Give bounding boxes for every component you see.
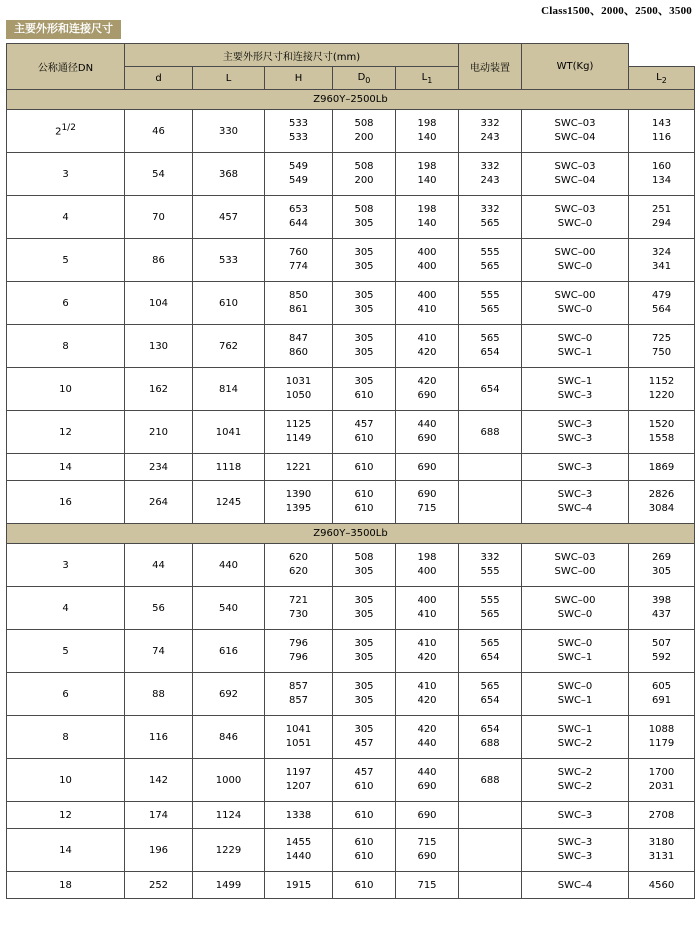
cell-dn: 21/2 bbox=[7, 110, 125, 153]
cell-weight: 479 564 bbox=[629, 282, 695, 325]
cell-weight: 1869 bbox=[629, 454, 695, 481]
cell-actuator: SWC–00 SWC–0 bbox=[522, 282, 629, 325]
cell-actuator: SWC–03 SWC–0 bbox=[522, 196, 629, 239]
cell-H: 850 861 bbox=[265, 282, 333, 325]
cell-L: 440 bbox=[193, 544, 265, 587]
col-header-H: H bbox=[265, 67, 333, 90]
cell-d: 234 bbox=[125, 454, 193, 481]
cell-L2 bbox=[459, 829, 522, 872]
cell-L: 1245 bbox=[193, 481, 265, 524]
cell-actuator: SWC–0 SWC–1 bbox=[522, 673, 629, 716]
cell-L: 1499 bbox=[193, 872, 265, 899]
cell-H: 1915 bbox=[265, 872, 333, 899]
cell-actuator: SWC–00 SWC–0 bbox=[522, 239, 629, 282]
cell-dn: 8 bbox=[7, 325, 125, 368]
cell-L: 457 bbox=[193, 196, 265, 239]
cell-L1: 715 bbox=[396, 872, 459, 899]
cell-weight: 3180 3131 bbox=[629, 829, 695, 872]
cell-H: 1197 1207 bbox=[265, 759, 333, 802]
cell-dn: 10 bbox=[7, 759, 125, 802]
cell-d: 74 bbox=[125, 630, 193, 673]
cell-L1: 420 440 bbox=[396, 716, 459, 759]
cell-D0: 305 305 bbox=[333, 325, 396, 368]
cell-L: 533 bbox=[193, 239, 265, 282]
cell-L1: 198 140 bbox=[396, 153, 459, 196]
cell-D0: 457 610 bbox=[333, 411, 396, 454]
cell-L2 bbox=[459, 802, 522, 829]
table-row bbox=[7, 872, 695, 899]
table-row bbox=[7, 587, 695, 630]
cell-H: 1221 bbox=[265, 454, 333, 481]
cell-actuator: SWC–3 bbox=[522, 802, 629, 829]
cell-D0: 305 305 bbox=[333, 239, 396, 282]
cell-D0: 305 305 bbox=[333, 673, 396, 716]
cell-d: 70 bbox=[125, 196, 193, 239]
cell-L2 bbox=[459, 872, 522, 899]
cell-H: 549 549 bbox=[265, 153, 333, 196]
cell-weight: 2826 3084 bbox=[629, 481, 695, 524]
cell-weight: 4560 bbox=[629, 872, 695, 899]
table-row bbox=[7, 716, 695, 759]
table-row bbox=[7, 153, 695, 196]
cell-L1: 400 410 bbox=[396, 587, 459, 630]
cell-L1: 690 bbox=[396, 454, 459, 481]
cell-actuator: SWC–4 bbox=[522, 872, 629, 899]
cell-L1: 198 140 bbox=[396, 196, 459, 239]
cell-L1: 410 420 bbox=[396, 630, 459, 673]
cell-L2 bbox=[459, 481, 522, 524]
table-row bbox=[7, 454, 695, 481]
cell-weight: 2708 bbox=[629, 802, 695, 829]
cell-L2: 332 243 bbox=[459, 110, 522, 153]
cell-D0: 508 200 bbox=[333, 110, 396, 153]
cell-L2: 654 bbox=[459, 368, 522, 411]
cell-D0: 305 610 bbox=[333, 368, 396, 411]
dimensions-table bbox=[6, 43, 695, 899]
cell-L: 616 bbox=[193, 630, 265, 673]
col-header-dn: 公称通径DN bbox=[7, 44, 125, 90]
cell-dn: 6 bbox=[7, 282, 125, 325]
cell-weight: 507 592 bbox=[629, 630, 695, 673]
cell-L: 330 bbox=[193, 110, 265, 153]
cell-L1: 440 690 bbox=[396, 411, 459, 454]
cell-d: 162 bbox=[125, 368, 193, 411]
cell-d: 130 bbox=[125, 325, 193, 368]
cell-d: 104 bbox=[125, 282, 193, 325]
cell-D0: 610 bbox=[333, 872, 396, 899]
cell-L: 846 bbox=[193, 716, 265, 759]
cell-L2: 565 654 bbox=[459, 673, 522, 716]
cell-L: 368 bbox=[193, 153, 265, 196]
group-header-row bbox=[7, 90, 695, 110]
cell-L: 814 bbox=[193, 368, 265, 411]
cell-L1: 690 bbox=[396, 802, 459, 829]
cell-L1: 420 690 bbox=[396, 368, 459, 411]
cell-D0: 457 610 bbox=[333, 759, 396, 802]
cell-dn: 14 bbox=[7, 454, 125, 481]
cell-L2: 332 555 bbox=[459, 544, 522, 587]
cell-L: 1041 bbox=[193, 411, 265, 454]
section-title: 主要外形和连接尺寸 bbox=[6, 20, 121, 39]
table-row bbox=[7, 239, 695, 282]
cell-L: 540 bbox=[193, 587, 265, 630]
cell-dn: 14 bbox=[7, 829, 125, 872]
cell-L: 1000 bbox=[193, 759, 265, 802]
cell-D0: 508 305 bbox=[333, 544, 396, 587]
cell-d: 86 bbox=[125, 239, 193, 282]
cell-dn: 8 bbox=[7, 716, 125, 759]
cell-H: 1338 bbox=[265, 802, 333, 829]
cell-d: 174 bbox=[125, 802, 193, 829]
cell-L1: 410 420 bbox=[396, 673, 459, 716]
cell-D0: 305 305 bbox=[333, 282, 396, 325]
cell-H: 1390 1395 bbox=[265, 481, 333, 524]
table-body bbox=[7, 90, 695, 899]
cell-weight: 160 134 bbox=[629, 153, 695, 196]
cell-L2: 555 565 bbox=[459, 282, 522, 325]
cell-d: 196 bbox=[125, 829, 193, 872]
table-row bbox=[7, 759, 695, 802]
cell-L2: 555 565 bbox=[459, 239, 522, 282]
group-label: Z960Y–2500Lb bbox=[7, 90, 695, 110]
cell-actuator: SWC–2 SWC–2 bbox=[522, 759, 629, 802]
cell-weight: 398 437 bbox=[629, 587, 695, 630]
cell-L: 1124 bbox=[193, 802, 265, 829]
cell-dn: 18 bbox=[7, 872, 125, 899]
group-label: Z960Y–3500Lb bbox=[7, 524, 695, 544]
cell-weight: 1700 2031 bbox=[629, 759, 695, 802]
cell-actuator: SWC–03 SWC–04 bbox=[522, 110, 629, 153]
cell-L: 1118 bbox=[193, 454, 265, 481]
table-row bbox=[7, 368, 695, 411]
cell-weight: 725 750 bbox=[629, 325, 695, 368]
cell-weight: 1088 1179 bbox=[629, 716, 695, 759]
cell-dn: 3 bbox=[7, 153, 125, 196]
table-row bbox=[7, 802, 695, 829]
cell-d: 142 bbox=[125, 759, 193, 802]
table-row bbox=[7, 411, 695, 454]
cell-L2 bbox=[459, 454, 522, 481]
cell-dn: 5 bbox=[7, 630, 125, 673]
cell-dn: 5 bbox=[7, 239, 125, 282]
col-header-actuator: 电动装置 bbox=[459, 44, 522, 90]
cell-L2: 654 688 bbox=[459, 716, 522, 759]
cell-weight: 1520 1558 bbox=[629, 411, 695, 454]
cell-D0: 610 610 bbox=[333, 481, 396, 524]
cell-D0: 508 200 bbox=[333, 153, 396, 196]
cell-D0: 610 610 bbox=[333, 829, 396, 872]
cell-L2: 565 654 bbox=[459, 325, 522, 368]
cell-actuator: SWC–0 SWC–1 bbox=[522, 325, 629, 368]
cell-actuator: SWC–3 SWC–4 bbox=[522, 481, 629, 524]
cell-d: 264 bbox=[125, 481, 193, 524]
cell-d: 56 bbox=[125, 587, 193, 630]
cell-D0: 610 bbox=[333, 454, 396, 481]
cell-H: 1031 1050 bbox=[265, 368, 333, 411]
cell-H: 1455 1440 bbox=[265, 829, 333, 872]
cell-d: 88 bbox=[125, 673, 193, 716]
cell-d: 210 bbox=[125, 411, 193, 454]
cell-d: 46 bbox=[125, 110, 193, 153]
cell-weight: 324 341 bbox=[629, 239, 695, 282]
col-header-dimensions-group: 主要外形尺寸和连接尺寸(mm) bbox=[125, 44, 459, 67]
cell-L2: 688 bbox=[459, 411, 522, 454]
cell-H: 1041 1051 bbox=[265, 716, 333, 759]
cell-L: 610 bbox=[193, 282, 265, 325]
cell-H: 533 533 bbox=[265, 110, 333, 153]
table-row bbox=[7, 325, 695, 368]
cell-L1: 198 400 bbox=[396, 544, 459, 587]
cell-L1: 400 400 bbox=[396, 239, 459, 282]
cell-weight: 269 305 bbox=[629, 544, 695, 587]
table-head bbox=[7, 44, 695, 90]
cell-actuator: SWC–1 SWC–3 bbox=[522, 368, 629, 411]
cell-actuator: SWC–3 bbox=[522, 454, 629, 481]
cell-D0: 610 bbox=[333, 802, 396, 829]
col-header-L1: $L_1$ bbox=[396, 67, 459, 90]
cell-L2: 565 654 bbox=[459, 630, 522, 673]
table-row bbox=[7, 673, 695, 716]
col-header-D0: $D_0$ bbox=[333, 67, 396, 90]
cell-weight: 251 294 bbox=[629, 196, 695, 239]
cell-weight: 143 116 bbox=[629, 110, 695, 153]
cell-d: 252 bbox=[125, 872, 193, 899]
cell-D0: 305 457 bbox=[333, 716, 396, 759]
col-header-L2: $L_2$ bbox=[629, 67, 695, 90]
col-header-L: L bbox=[193, 67, 265, 90]
col-header-d: d bbox=[125, 67, 193, 90]
cell-dn: 12 bbox=[7, 802, 125, 829]
cell-dn: 12 bbox=[7, 411, 125, 454]
cell-H: 1125 1149 bbox=[265, 411, 333, 454]
cell-D0: 508 305 bbox=[333, 196, 396, 239]
header-row-1 bbox=[7, 44, 695, 67]
cell-actuator: SWC–3 SWC–3 bbox=[522, 829, 629, 872]
group-header-row bbox=[7, 524, 695, 544]
cell-weight: 605 691 bbox=[629, 673, 695, 716]
table-row bbox=[7, 110, 695, 153]
cell-dn: 3 bbox=[7, 544, 125, 587]
cell-L1: 440 690 bbox=[396, 759, 459, 802]
table-row bbox=[7, 630, 695, 673]
cell-L1: 410 420 bbox=[396, 325, 459, 368]
cell-H: 796 796 bbox=[265, 630, 333, 673]
cell-H: 760 774 bbox=[265, 239, 333, 282]
cell-L2: 332 243 bbox=[459, 153, 522, 196]
cell-dn: 4 bbox=[7, 587, 125, 630]
class-rating-note: Class1500、2000、2500、3500 bbox=[541, 5, 692, 17]
table-row bbox=[7, 481, 695, 524]
table-row bbox=[7, 829, 695, 872]
cell-L: 1229 bbox=[193, 829, 265, 872]
cell-L2: 688 bbox=[459, 759, 522, 802]
cell-actuator: SWC–1 SWC–2 bbox=[522, 716, 629, 759]
table-row bbox=[7, 282, 695, 325]
cell-L1: 400 410 bbox=[396, 282, 459, 325]
cell-d: 44 bbox=[125, 544, 193, 587]
table-row bbox=[7, 196, 695, 239]
col-header-weight: WT(Kg) bbox=[522, 44, 629, 90]
cell-L1: 715 690 bbox=[396, 829, 459, 872]
cell-H: 653 644 bbox=[265, 196, 333, 239]
cell-H: 721 730 bbox=[265, 587, 333, 630]
cell-H: 847 860 bbox=[265, 325, 333, 368]
cell-dn: 16 bbox=[7, 481, 125, 524]
cell-L1: 690 715 bbox=[396, 481, 459, 524]
cell-actuator: SWC–03 SWC–00 bbox=[522, 544, 629, 587]
cell-D0: 305 305 bbox=[333, 630, 396, 673]
cell-d: 116 bbox=[125, 716, 193, 759]
cell-dn: 10 bbox=[7, 368, 125, 411]
cell-weight: 1152 1220 bbox=[629, 368, 695, 411]
cell-L: 762 bbox=[193, 325, 265, 368]
cell-H: 620 620 bbox=[265, 544, 333, 587]
cell-H: 857 857 bbox=[265, 673, 333, 716]
cell-dn: 4 bbox=[7, 196, 125, 239]
cell-L2: 555 565 bbox=[459, 587, 522, 630]
cell-dn: 6 bbox=[7, 673, 125, 716]
cell-L2: 332 565 bbox=[459, 196, 522, 239]
cell-actuator: SWC–03 SWC–04 bbox=[522, 153, 629, 196]
cell-L: 692 bbox=[193, 673, 265, 716]
cell-D0: 305 305 bbox=[333, 587, 396, 630]
cell-L1: 198 140 bbox=[396, 110, 459, 153]
cell-actuator: SWC–00 SWC–0 bbox=[522, 587, 629, 630]
cell-actuator: SWC–0 SWC–1 bbox=[522, 630, 629, 673]
table-row bbox=[7, 544, 695, 587]
cell-d: 54 bbox=[125, 153, 193, 196]
cell-actuator: SWC–3 SWC–3 bbox=[522, 411, 629, 454]
